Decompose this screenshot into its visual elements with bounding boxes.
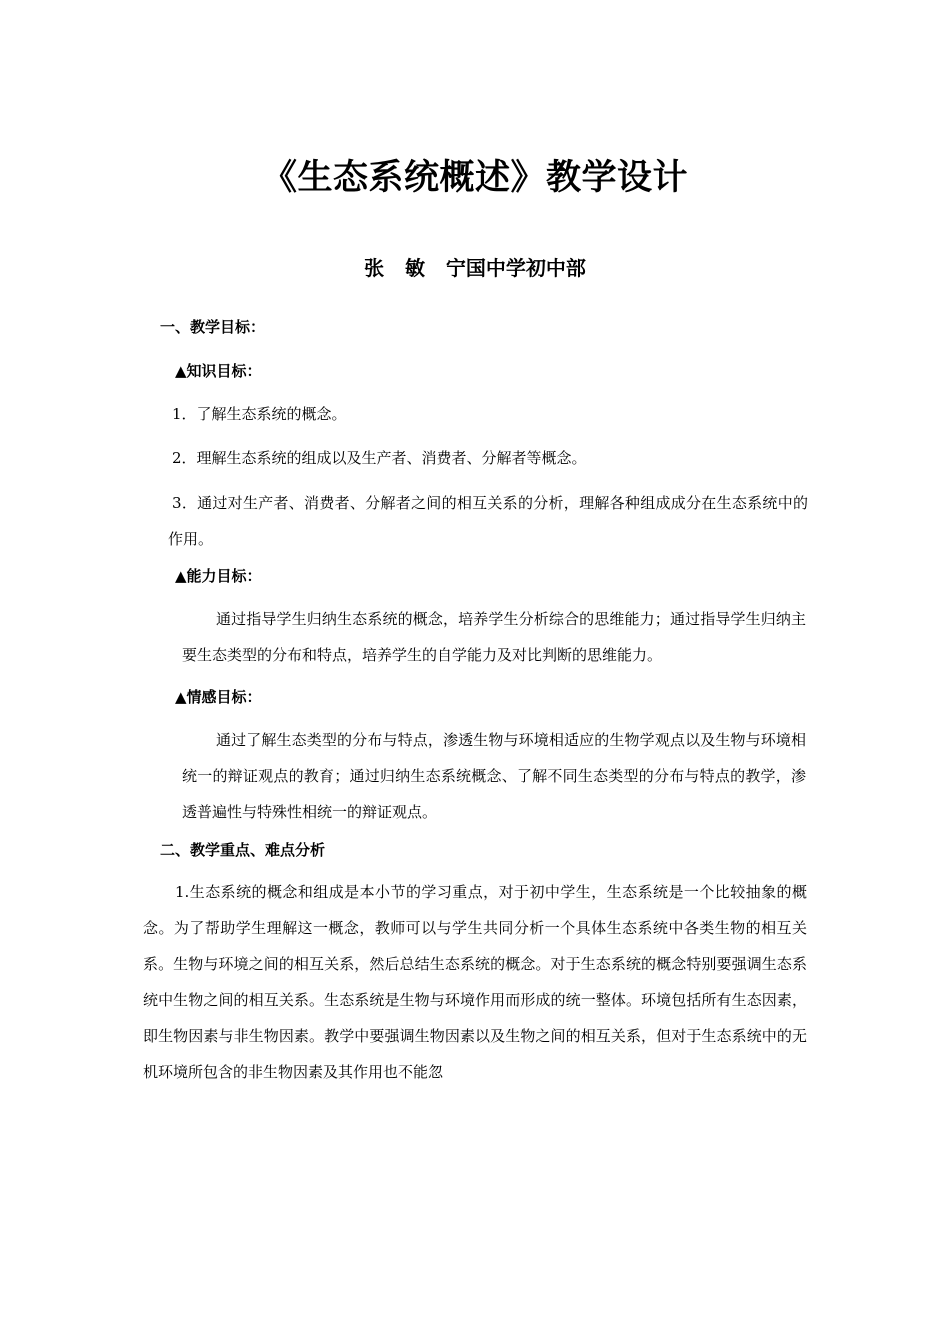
- subheading-emotion-goals: ▲情感目标：: [175, 688, 262, 706]
- emotion-goals-text: 通过了解生态类型的分布与特点，渗透生物与环境相适应的生物学观点以及生物与环境相统一的辩证观点的教育；通过归纳生态系统概念、了解不同生态类型的分布与特点的教学，渗透普遍性与特殊性相统一的辩证观点。: [182, 731, 806, 821]
- document-title: 《生态系统概述》教学设计: [261, 158, 688, 198]
- key-points-text: 1.生态系统的概念和组成是本小节的学习重点，对于初中学生，生态系统是一个比较抽象的概念。为了帮助学生理解这一概念，教师可以与学生共同分析一个具体生态系统中各类生物的相互关系。生物与环境之间的相互关系，然后总结生态系统的概念。对于生态系统的概念特别要强调生态系统中生物之间的相互关系。生态系统是生物与环境作用而形成的统一整体。环境包括所有生态因素，即生物因素与非生物因素。教学中要强调生物因素以及生物之间的相互关系，但对于生态系统中的无机环境所包含的非生物因素及其作用也不能忽: [143, 883, 807, 1081]
- author-line: 张 敏 宁国中学初中部: [364, 256, 586, 280]
- knowledge-item-1: 1．了解生态系统的概念。: [172, 405, 347, 423]
- knowledge-item-3: 3．通过对生产者、消费者、分解者之间的相互关系的分析，理解各种组成成分在生态系统中的作用。: [168, 494, 808, 548]
- subheading-ability-goals: ▲能力目标：: [175, 567, 262, 585]
- subheading-knowledge-goals: ▲知识目标：: [175, 362, 262, 380]
- section-heading-key-points: 二、教学重点、难点分析: [160, 841, 326, 859]
- section-heading-teaching-goals: 一、教学目标：: [160, 318, 266, 336]
- ability-goals-text: 通过指导学生归纳生态系统的概念，培养学生分析综合的思维能力；通过指导学生归纳主要生态类型的分布和特点，培养学生的自学能力及对比判断的思维能力。: [182, 610, 806, 664]
- knowledge-item-2: 2．理解生态系统的组成以及生产者、消费者、分解者等概念。: [172, 449, 587, 467]
